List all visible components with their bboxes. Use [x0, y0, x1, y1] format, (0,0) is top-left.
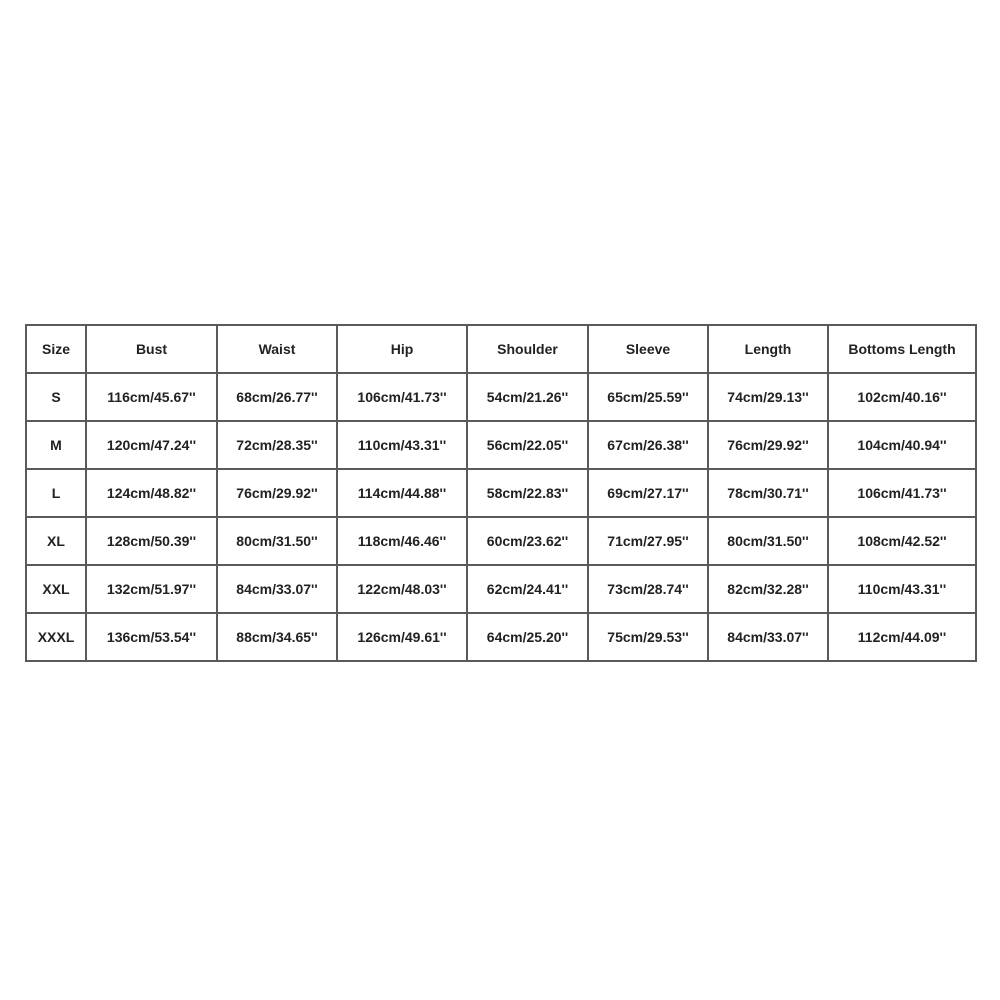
header-length: Length	[708, 325, 828, 373]
sleeve-cell: 75cm/29.53''	[588, 613, 708, 661]
table-row	[26, 421, 976, 469]
bust-cell: 132cm/51.97''	[86, 565, 217, 613]
length-cell: 84cm/33.07''	[708, 613, 828, 661]
header-bust: Bust	[86, 325, 217, 373]
size-cell: XL	[26, 517, 86, 565]
table-row	[26, 565, 976, 613]
size-cell: XXL	[26, 565, 86, 613]
hip-cell: 106cm/41.73''	[337, 373, 467, 421]
sleeve-cell: 69cm/27.17''	[588, 469, 708, 517]
size-cell: S	[26, 373, 86, 421]
shoulder-cell: 62cm/24.41''	[467, 565, 588, 613]
hip-cell: 122cm/48.03''	[337, 565, 467, 613]
table-row	[26, 517, 976, 565]
header-sleeve: Sleeve	[588, 325, 708, 373]
waist-cell: 68cm/26.77''	[217, 373, 337, 421]
sleeve-cell: 67cm/26.38''	[588, 421, 708, 469]
shoulder-cell: 64cm/25.20''	[467, 613, 588, 661]
waist-cell: 76cm/29.92''	[217, 469, 337, 517]
hip-cell: 110cm/43.31''	[337, 421, 467, 469]
hip-cell: 126cm/49.61''	[337, 613, 467, 661]
bust-cell: 124cm/48.82''	[86, 469, 217, 517]
header-waist: Waist	[217, 325, 337, 373]
bust-cell: 116cm/45.67''	[86, 373, 217, 421]
sleeve-cell: 73cm/28.74''	[588, 565, 708, 613]
shoulder-cell: 58cm/22.83''	[467, 469, 588, 517]
size-cell: L	[26, 469, 86, 517]
waist-cell: 72cm/28.35''	[217, 421, 337, 469]
header-bottoms-length: Bottoms Length	[828, 325, 976, 373]
size-cell: M	[26, 421, 86, 469]
bust-cell: 136cm/53.54''	[86, 613, 217, 661]
hip-cell: 118cm/46.46''	[337, 517, 467, 565]
length-cell: 82cm/32.28''	[708, 565, 828, 613]
shoulder-cell: 56cm/22.05''	[467, 421, 588, 469]
shoulder-cell: 60cm/23.62''	[467, 517, 588, 565]
bottoms-length-cell: 102cm/40.16''	[828, 373, 976, 421]
header-row	[26, 325, 976, 373]
bottoms-length-cell: 104cm/40.94''	[828, 421, 976, 469]
size-cell: XXXL	[26, 613, 86, 661]
table-row	[26, 373, 976, 421]
length-cell: 78cm/30.71''	[708, 469, 828, 517]
length-cell: 74cm/29.13''	[708, 373, 828, 421]
bust-cell: 120cm/47.24''	[86, 421, 217, 469]
waist-cell: 88cm/34.65''	[217, 613, 337, 661]
length-cell: 80cm/31.50''	[708, 517, 828, 565]
table-row	[26, 613, 976, 661]
size-chart-table	[25, 324, 977, 662]
header-size: Size	[26, 325, 86, 373]
waist-cell: 80cm/31.50''	[217, 517, 337, 565]
header-hip: Hip	[337, 325, 467, 373]
bottoms-length-cell: 110cm/43.31''	[828, 565, 976, 613]
bottoms-length-cell: 112cm/44.09''	[828, 613, 976, 661]
waist-cell: 84cm/33.07''	[217, 565, 337, 613]
hip-cell: 114cm/44.88''	[337, 469, 467, 517]
length-cell: 76cm/29.92''	[708, 421, 828, 469]
table-row	[26, 469, 976, 517]
sleeve-cell: 71cm/27.95''	[588, 517, 708, 565]
shoulder-cell: 54cm/21.26''	[467, 373, 588, 421]
bust-cell: 128cm/50.39''	[86, 517, 217, 565]
sleeve-cell: 65cm/25.59''	[588, 373, 708, 421]
header-shoulder: Shoulder	[467, 325, 588, 373]
bottoms-length-cell: 106cm/41.73''	[828, 469, 976, 517]
bottoms-length-cell: 108cm/42.52''	[828, 517, 976, 565]
